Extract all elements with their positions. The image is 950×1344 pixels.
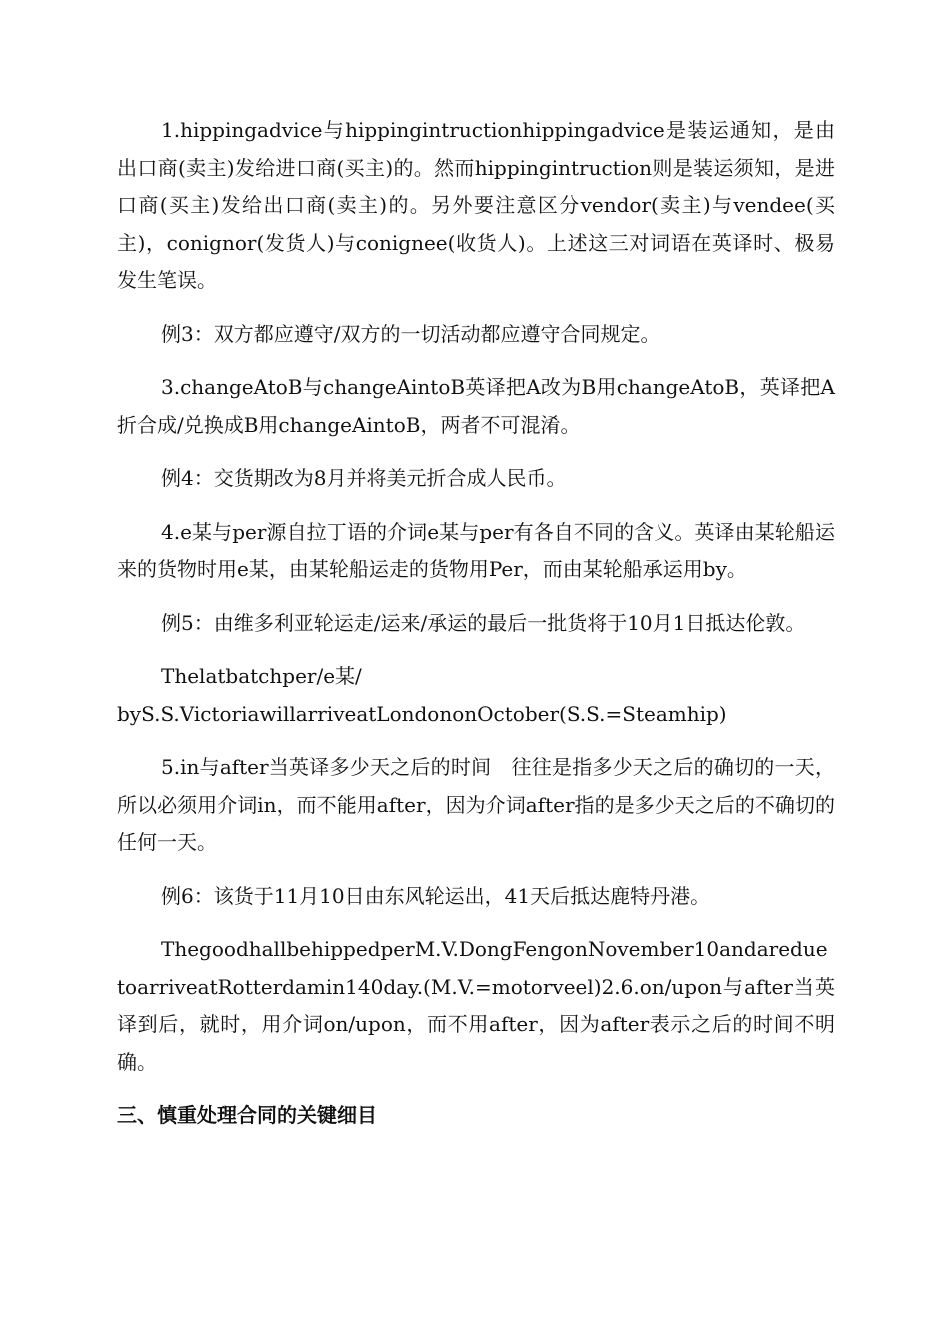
paragraph-example-3: 例3：双方都应遵守/双方的一切活动都应遵守合同规定。 [161,321,661,346]
paragraph-shipping-advice: 1.hippingadvice与hippingintructionhippingadvice是装运通知，是由出口商(卖主)发给进口商(买主)的。然而hippingintruction则是装运须知，是进口商(买主)发给出口商(卖主)的。另外要注意区分vendor(卖主)与vendee(买主)，conignor(发货人)与conignee(收货人)。上述这三对词语在英译时、极易发生笔误。 [117,118,835,292]
paragraph-example-4: 例4：交货期改为8月并将美元折合成人民币。 [161,466,567,490]
paragraph-example-5: 例5：由维多利亚轮运走/运来/承运的最后一批货将于10月1日抵达伦敦。 [161,610,806,635]
paragraph-in-after: 5.in与after当英译多少天之后的时间 往往是指多少天之后的确切的一天，所以必须用介词in，而不能用after，因为介词after指的是多少天之后的不确切的任何一天。 [117,755,835,854]
section-heading: 三、慎重处理合同的关键细目 [117,1103,377,1127]
paragraph-english-example-6: ThegoodhallbehippedperM.V.DongFengonNovember10andareduetoarriveatRotterdamin14​0day.(M.V.=motorveel)2.6.on/upon与after当英译到后，就时，用介词on/upon，而不用after，因为after表示之后的时间不明确。 [117,937,835,1074]
paragraph-example-6: 例6：该货于11月10日由东风轮运出，41天后抵达鹿特丹港。 [161,883,711,908]
paragraph-change-a-to-b: 3.changeAtoB与changeAintoB英译把A改为B用changeAtoB，英译把A折合成/兑换成B用changeAintoB，两者不可混淆。 [117,375,835,437]
paragraph-english-example-5-line2: byS.S.VictoriawillarriveatLondononOctober(S.S.=Steamhip) [117,701,727,726]
document-body [117,112,835,1135]
paragraph-ex-per: 4.e某与per源自拉丁语的介词e某与per有各自不同的含义。英译由某轮船运来的货物时用e某，由某轮船运走的货物用Per，而由某轮船承运用by。 [117,519,835,581]
paragraph-english-example-5-line1: Thelatbatchper/e某/ [161,664,362,688]
